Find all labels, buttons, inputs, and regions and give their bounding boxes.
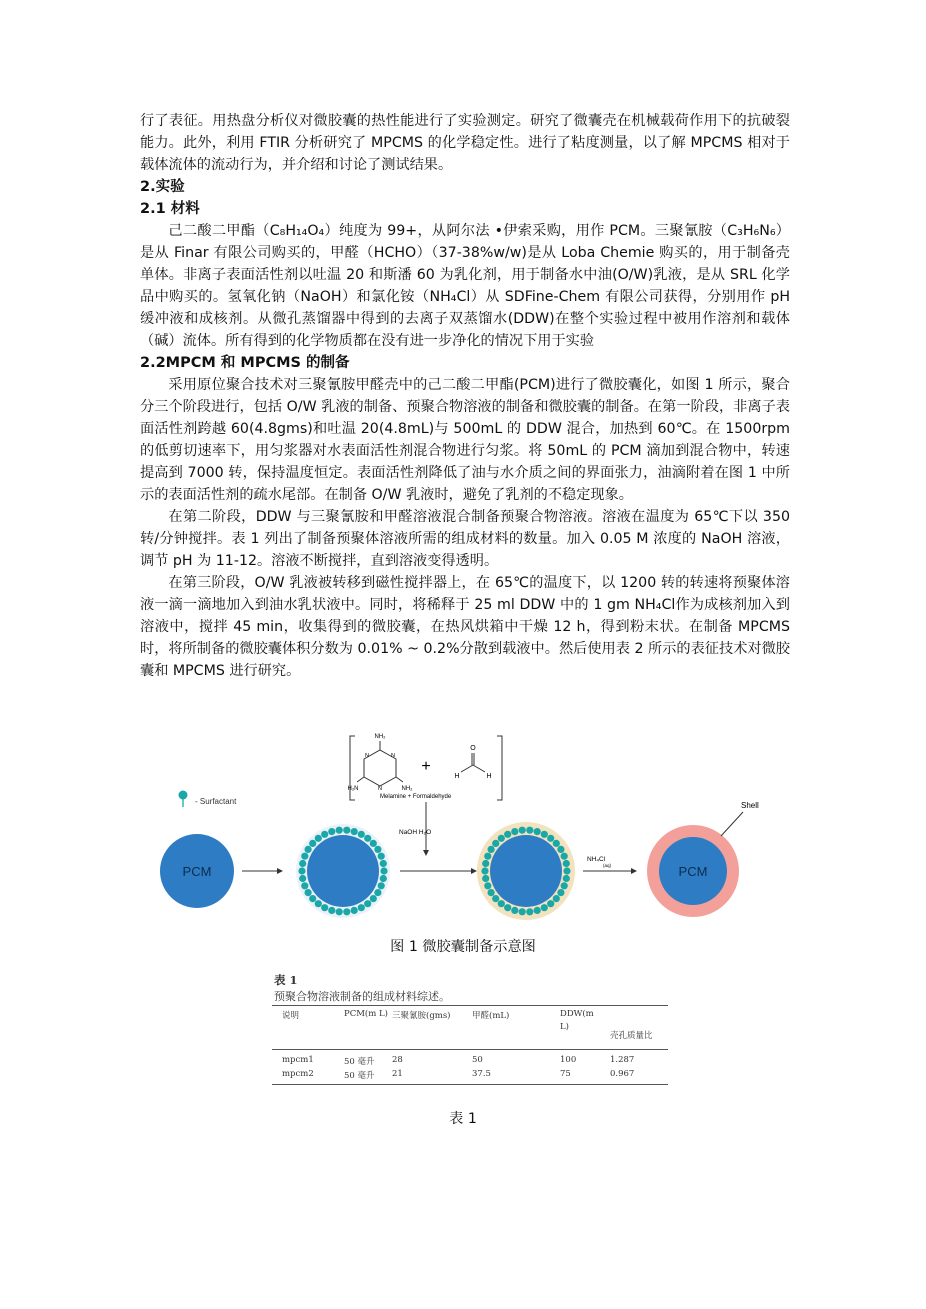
surfactant-head <box>488 889 495 896</box>
reactants-box <box>348 734 503 800</box>
figure-caption: 图 1 微胶囊制备示意图 <box>390 939 536 955</box>
surfactant-head <box>563 867 570 874</box>
arrow-2-head <box>471 868 477 874</box>
plus-sign: + <box>421 758 431 775</box>
arrow-down-head <box>423 850 429 856</box>
table-cell: 1.287 <box>610 1055 635 1065</box>
naoh-h2o-label: NaOH H₂O <box>399 829 432 836</box>
formaldehyde-structure <box>454 745 491 780</box>
surfactant-head <box>378 882 385 889</box>
table-mid-rule <box>272 1049 668 1050</box>
surfactant-head <box>351 907 358 914</box>
section-heading-experiment: 2.实验 <box>140 179 185 195</box>
table-header-ratio: 壳孔质量比 <box>610 1031 653 1041</box>
formula-dmaa: C₈H₁₄O₄ <box>269 223 325 239</box>
surfactant-head <box>557 846 564 853</box>
table-header-pcm: PCM(m L) <box>344 1009 388 1019</box>
surfactant-head <box>301 853 308 860</box>
table-caption: 表 1 <box>449 1111 477 1127</box>
arrow-1-head <box>277 868 283 874</box>
surfactant-head <box>553 840 560 847</box>
surfactant-head <box>328 907 335 914</box>
surfactant-head <box>519 908 526 915</box>
surfactant-head <box>553 895 560 902</box>
intro-paragraph: 行了表征。用热盘分析仪对微胶囊的热性能进行了实验测定。研究了微囊壳在机械载荷作用下的抗破裂能力。此外，利用 FTIR 分析研究了 MPCMS 的化学稳定性。进行了粘度测量，以了解 MPCMS 相对于载体流体的流动行为，并介绍和讨论了测试结果。 <box>140 113 790 173</box>
table-bottom-rule <box>272 1084 668 1085</box>
table-1 <box>272 972 672 1090</box>
table-cell: 28 <box>392 1055 403 1065</box>
surfactant-head <box>492 840 499 847</box>
table-subtitle: 预聚合物溶液制备的组成材料综述。 <box>274 990 450 1003</box>
text-body <box>140 110 790 682</box>
surfactant-head <box>321 831 328 838</box>
surfactant-head <box>519 827 526 834</box>
surfactant-head <box>298 867 305 874</box>
surfactant-head <box>336 827 343 834</box>
surfactant-head <box>484 853 491 860</box>
svg-text:H₂N: H₂N <box>347 786 359 792</box>
formula-nh4cl: NH₄Cl <box>429 289 471 305</box>
table-header-ddw: DDW(m <box>560 1009 594 1019</box>
table-cell: 0.967 <box>610 1069 635 1079</box>
arrow-3-head <box>631 868 637 874</box>
table-cell: 21 <box>392 1069 403 1079</box>
surfactant-head <box>526 827 533 834</box>
svg-text:N: N <box>378 786 382 792</box>
table-cell: 75 <box>560 1069 571 1079</box>
emulsion-droplet <box>296 824 390 918</box>
surfactant-head <box>482 875 489 882</box>
surfactant-head <box>309 895 316 902</box>
svg-text:N: N <box>365 753 369 759</box>
surfactant-head <box>561 853 568 860</box>
surfactant-head <box>504 831 511 838</box>
table-cell: mpcm2 <box>282 1069 314 1079</box>
formula-melamine: C₃H₆N₆ <box>727 223 776 239</box>
surfactant-head <box>364 900 371 907</box>
surfactant-head <box>534 907 541 914</box>
surfactant-head <box>336 908 343 915</box>
pcm-label: PCM <box>182 864 212 879</box>
surfactant-head <box>299 875 306 882</box>
surfactant-head <box>305 846 312 853</box>
surfactant-head <box>541 831 548 838</box>
surfactant-head <box>484 882 491 889</box>
surfactant-label: - Surfactant <box>195 797 237 806</box>
surfactant-head <box>511 828 518 835</box>
shell-pointer <box>721 812 743 836</box>
surfactant-head <box>563 875 570 882</box>
surfactant-head <box>358 831 365 838</box>
surfactant-head <box>541 904 548 911</box>
surfactant-head <box>378 853 385 860</box>
surfactant-head <box>498 900 505 907</box>
materials-paragraph: 己二酸二甲酯（C₈H₁₄O₄）纯度为 99+，从阿尔法 •伊索采购，用作 PCM。三聚氰胺（C₃H₆N₆）是从 Finar 有限公司购买的，甲醛（HCHO）（37-38%w/w)是从 Loba Chemie 购买的，用于制备壳单体。非离子表面活性剂以吐温 20 和斯潘 60 为乳化剂，用于制备水中油(O/W)乳液，是从 SRL 化学品中购买的。氢氧化钠（NaOH）和氯化铵（NH₄Cl）从 SDFine-Chem 有限公司获得，分别用作 pH 缓冲液和成核剂。从微孔蒸馏器中得到的去离子双蒸馏水(DDW)在整个实验过程中被用作溶剂和载体（碱）流体。所有得到的化学物质都在没有进一步净化的情况下用于实验 <box>140 223 790 349</box>
nh4cl-label: NH₄Cl <box>587 856 606 863</box>
formula-nh4cl-2: NH₄Cl <box>634 597 676 613</box>
surfactant-head <box>547 835 554 842</box>
surfactant-head <box>321 904 328 911</box>
svg-text:N: N <box>391 753 395 759</box>
svg-text:O: O <box>470 745 476 752</box>
svg-text:NH₂: NH₂ <box>401 786 413 792</box>
shell-label: Shell <box>741 801 759 810</box>
surfactant-head <box>534 828 541 835</box>
table-header-formaldehyde: 甲醛(mL) <box>472 1011 510 1021</box>
aq-label: (aq) <box>603 863 612 868</box>
table-header-melamine: 三聚氰胺(gms) <box>392 1011 451 1021</box>
microcapsule <box>647 825 739 917</box>
reactants-label: Melamine + Formaldehyde <box>380 794 452 800</box>
surfactant-head <box>301 882 308 889</box>
microcapsule-schematic <box>155 728 775 923</box>
surfactant-head <box>328 828 335 835</box>
surfactant-head <box>526 908 533 915</box>
surfactant-head <box>343 908 350 915</box>
surfactant-head <box>492 895 499 902</box>
surfactant-head <box>380 867 387 874</box>
surfactant-head <box>374 846 381 853</box>
surfactant-head <box>299 860 306 867</box>
surfactant-head <box>315 900 322 907</box>
table-header-desc: 说明 <box>282 1011 300 1021</box>
surfactant-head <box>343 827 350 834</box>
surfactant-head <box>557 889 564 896</box>
svg-text:H: H <box>486 773 492 780</box>
table-header-ddw-unit: L) <box>560 1022 569 1032</box>
table-cell: mpcm1 <box>282 1055 314 1065</box>
surfactant-head <box>482 860 489 867</box>
subsection-heading-preparation: 2.2MPCM 和 MPCMS 的制备 <box>140 355 350 371</box>
pcm-label-final: PCM <box>678 864 708 879</box>
table-title: 表 1 <box>274 973 298 987</box>
surfactant-head <box>315 835 322 842</box>
melamine-structure <box>348 734 414 792</box>
surfactant-head <box>561 882 568 889</box>
table-cell: 50 <box>472 1055 483 1065</box>
pcm-droplet <box>160 834 234 908</box>
surfactant-head <box>380 875 387 882</box>
prep-paragraph-3: 在第三阶段，O/W 乳液被转移到磁性搅拌器上，在 65℃的温度下，以 1200 转的转速将预聚体溶液一滴一滴地加入到油水乳状液中。同时，将稀释于 25 ml DDW 中的 1 gm NH₄Cl作为成核剂加入到溶液中，搅拌 45 min，收集得到的微胶囊，在热风烘箱中干燥 12 h，得到粉末状。在制备 MPCMS 时，将所制备的微胶囊体积分数为 0.01% ~ 0.2%分散到载液中。然后使用表 2 所示的表征技术对微胶囊和 MPCMS 进行研究。 <box>140 575 790 679</box>
surfactant-head <box>511 907 518 914</box>
table-cell: 50 毫升 <box>344 1057 375 1067</box>
svg-text:NH₂: NH₂ <box>374 734 386 740</box>
surfactant-head <box>309 840 316 847</box>
table-cell: 50 毫升 <box>344 1071 375 1081</box>
surfactant-head <box>547 900 554 907</box>
prep-paragraph-2: 在第二阶段，DDW 与三聚氰胺和甲醛溶液混合制备预聚合物溶液。溶液在温度为 65℃下以 350 转/分钟搅拌。表 1 列出了制备预聚体溶液所需的组成材料的数量。加入 0.05 M 浓度的 NaOH 溶液，调节 pH 为 11-12。溶液不断搅拌，直到溶液变得透明。 <box>140 509 790 569</box>
table-cell: 100 <box>560 1055 577 1065</box>
prep-paragraph-1: 采用原位聚合技术对三聚氰胺甲醛壳中的己二酸二甲酯(PCM)进行了微胶囊化，如图 1 所示，聚合分三个阶段进行，包括 O/W 乳液的制备、预聚合物溶液的制备和微胶囊的制备。在第一阶段，非离子表面活性剂跨越 60(4.8gms)和吐温 20(4.8mL)与 500mL 的 DDW 混合，加热到 60℃。在 1500rpm 的低剪切速率下，用匀浆器对水表面活性剂混合物进行匀浆。将 50mL 的 PCM 滴加到混合物中，转速提高到 7000 转，保持温度恒定。表面活性剂降低了油与水介质之间的界面张力，油滴附着在图 1 中所示的表面活性剂的疏水尾部。在制备 O/W 乳液时，避免了乳剂的不稳定现象。 <box>140 377 790 503</box>
surfactant-head <box>380 860 387 867</box>
surfactant-head <box>374 889 381 896</box>
surfactant-head <box>504 904 511 911</box>
surfactant-head <box>364 835 371 842</box>
surfactant-head <box>305 889 312 896</box>
surfactant-legend <box>179 791 238 808</box>
table-top-rule <box>272 1005 668 1006</box>
surfactant-head <box>351 828 358 835</box>
surfactant-head <box>370 895 377 902</box>
table-cell: 37.5 <box>472 1069 491 1079</box>
surfactant-head <box>498 835 505 842</box>
surfactant-head <box>358 904 365 911</box>
surfactant-head <box>563 860 570 867</box>
subsection-heading-materials: 2.1 材料 <box>140 201 200 217</box>
surfactant-head <box>481 867 488 874</box>
surfactant-head <box>488 846 495 853</box>
coated-droplet <box>477 822 575 920</box>
surfactant-head <box>370 840 377 847</box>
svg-text:H: H <box>454 773 460 780</box>
